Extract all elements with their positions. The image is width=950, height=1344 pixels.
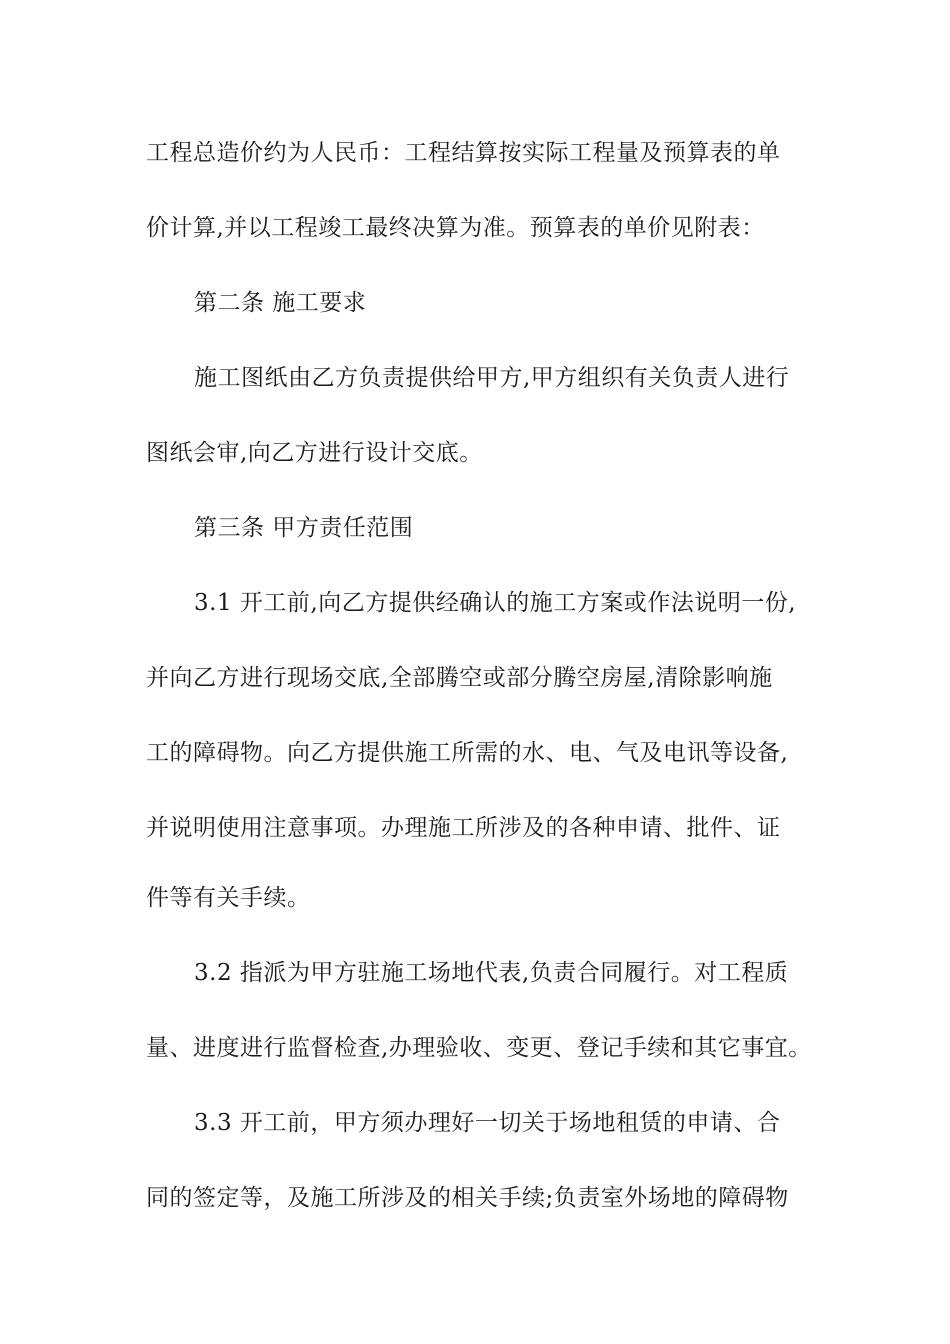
clause-line: 3.3 开工前，甲方须办理好一切关于场地租赁的申请、合 (194, 1110, 781, 1136)
paragraph-line: 施工图纸由乙方负责提供给甲方,甲方组织有关负责人进行 (194, 365, 790, 391)
clause-line: 3.2 指派为甲方驻施工场地代表,负责合同履行。对工程质 (194, 960, 789, 986)
section-heading: 第三条 甲方责任范围 (194, 515, 414, 541)
paragraph-line: 并向乙方进行现场交底,全部腾空或部分腾空房屋,清除影响施 (146, 665, 773, 691)
paragraph-line: 并说明使用注意事项。办理施工所涉及的各种申请、批件、证 (146, 815, 781, 841)
paragraph-line: 同的签定等，及施工所涉及的相关手续;负责室外场地的障碍物 (146, 1185, 789, 1211)
paragraph-line: 件等有关手续。 (146, 885, 311, 911)
clause-line: 3.1 开工前,向乙方提供经确认的施工方案或作法说明一份, (194, 590, 797, 616)
paragraph-line: 工的障碍物。向乙方提供施工所需的水、电、气及电讯等设备, (146, 740, 789, 766)
section-heading: 第二条 施工要求 (194, 290, 367, 316)
paragraph-line: 量、进度进行监督检查,办理验收、变更、登记手续和其它事宜。 (146, 1035, 812, 1061)
paragraph-line: 价计算,并以工程竣工最终决算为准。预算表的单价见附表： (146, 215, 765, 241)
paragraph-line: 工程总造价约为人民币：工程结算按实际工程量及预算表的单 (146, 140, 781, 166)
paragraph-line: 图纸会审,向乙方进行设计交底。 (146, 440, 483, 466)
